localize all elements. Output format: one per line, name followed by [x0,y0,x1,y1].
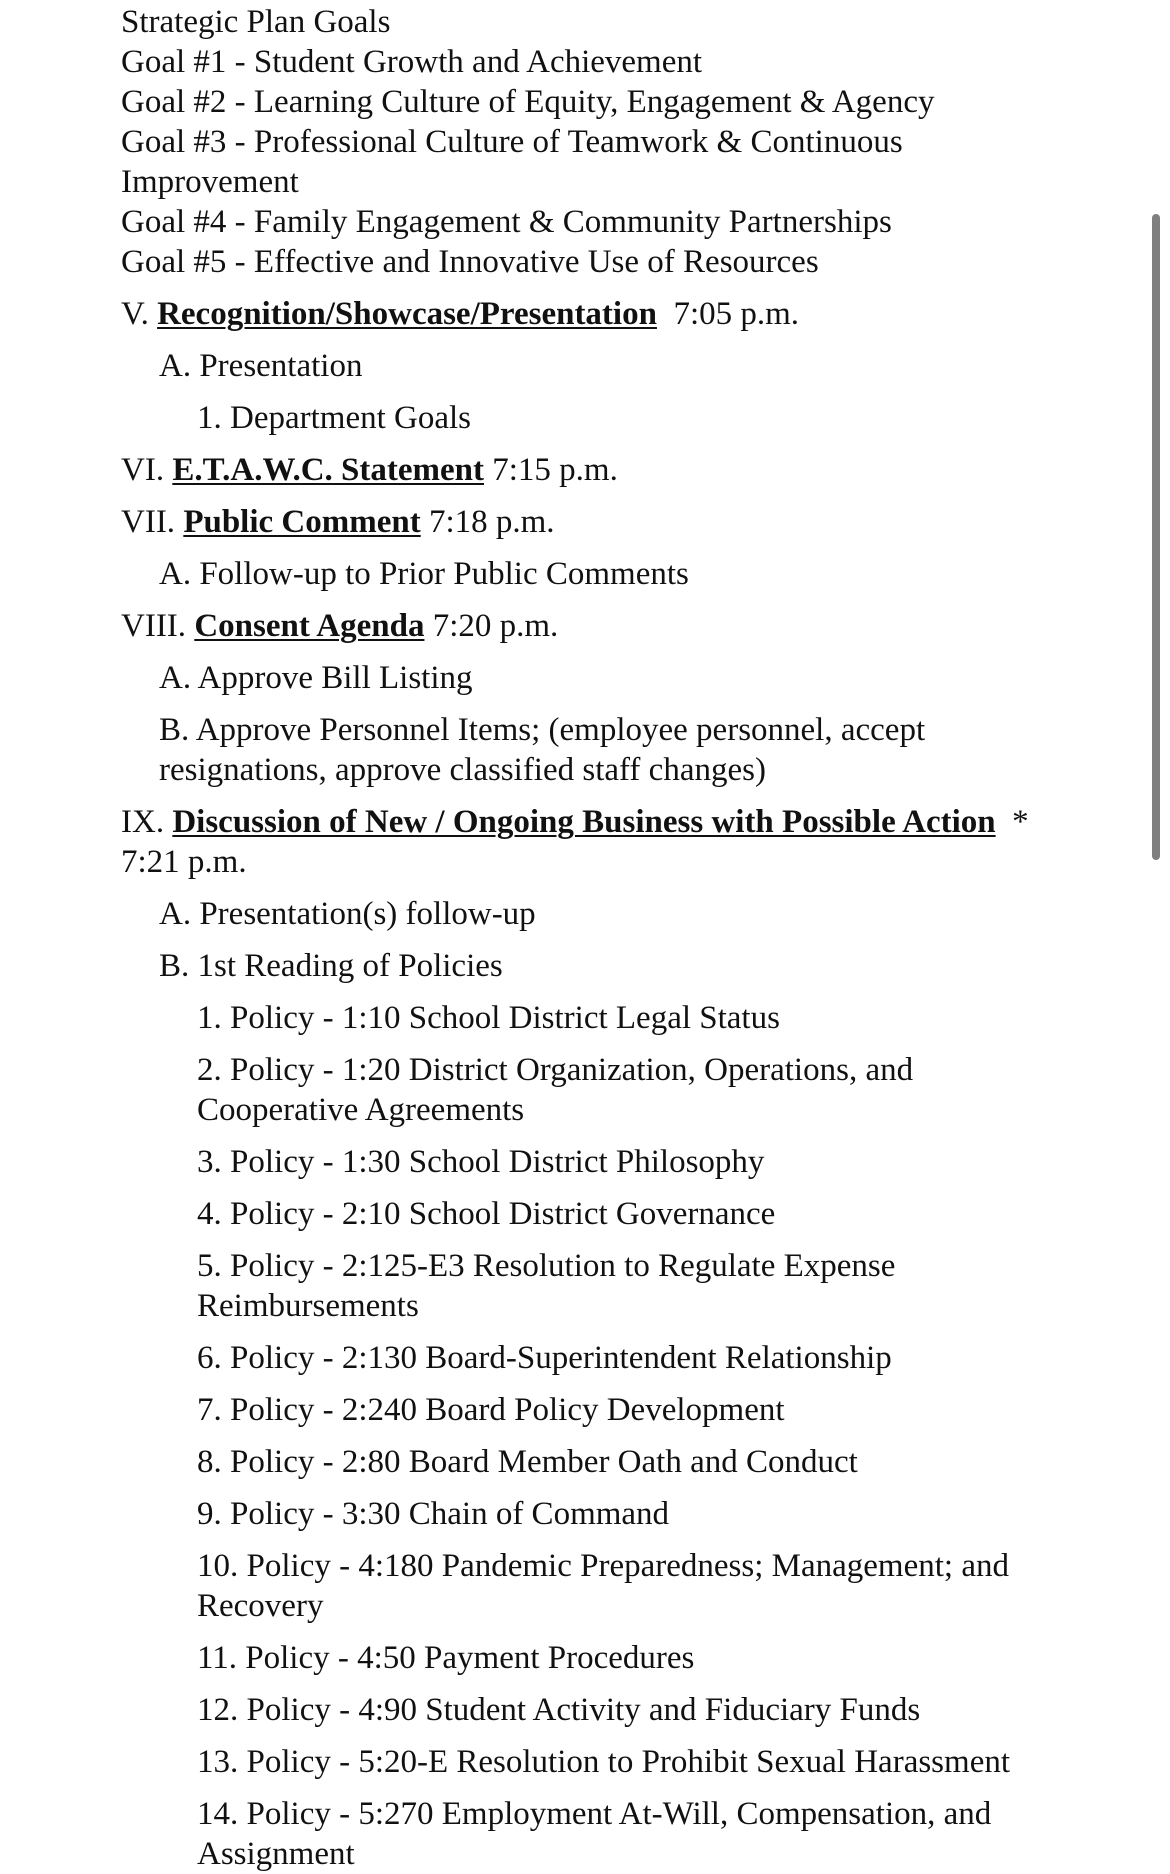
agenda-subitem: A. Follow-up to Prior Public Comments [159,556,689,592]
policy-item: 7. Policy - 2:240 Board Policy Development [197,1392,785,1428]
section-heading: Public Comment [183,504,421,540]
policy-item: 10. Policy - 4:180 Pandemic Preparedness; Management; and Recovery [197,1548,1009,1624]
agenda-subitem: B. Approve Personnel Items; (employee personnel, accept resignations, approve classified staff changes) [159,712,926,788]
section-heading: Discussion of New / Ongoing Business with Possible Action [172,804,996,840]
section-heading: Consent Agenda [194,608,425,644]
goal-item: Goal #3 - Professional Culture of Teamwork & Continuous Improvement [121,124,903,200]
section-time: 7:15 p.m. [492,452,618,488]
section-numeral: VII. [121,504,176,540]
goal-item: Goal #4 - Family Engagement & Community Partnerships [121,204,892,240]
agenda-subsubitem: 1. Department Goals [197,400,472,436]
policy-item: 14. Policy - 5:270 Employment At-Will, Compensation, and Assignment [197,1796,992,1872]
section-viii-header [121,606,1081,646]
section-numeral: VI. [121,452,165,488]
strategic-plan-title: Strategic Plan Goals [121,4,391,40]
required-marker: * [1012,804,1029,840]
policy-item: 9. Policy - 3:30 Chain of Command [197,1496,670,1532]
policy-item: 11. Policy - 4:50 Payment Procedures [197,1640,695,1676]
section-ix-header [121,802,1081,882]
policy-item: 1. Policy - 1:10 School District Legal Status [197,1000,780,1036]
section-numeral: V. [121,296,149,332]
vertical-scrollbar[interactable] [1152,214,1160,860]
policy-item: 3. Policy - 1:30 School District Philosophy [197,1144,765,1180]
policy-item: 8. Policy - 2:80 Board Member Oath and Conduct [197,1444,858,1480]
section-time: 7:20 p.m. [432,608,559,644]
section-v-header [121,294,1081,334]
agenda-subitem: A. Approve Bill Listing [159,660,473,696]
goal-item: Goal #2 - Learning Culture of Equity, Engagement & Agency [121,84,935,120]
policy-item: 13. Policy - 5:20-E Resolution to Prohibit Sexual Harassment [197,1744,1011,1780]
section-heading: E.T.A.W.C. Statement [172,452,484,488]
goal-item: Goal #5 - Effective and Innovative Use of Resources [121,244,819,280]
section-numeral: IX. [121,804,165,840]
section-time: 7:18 p.m. [428,504,555,540]
agenda-subitem: A. Presentation [159,348,363,384]
policy-item: 12. Policy - 4:90 Student Activity and Fiduciary Funds [197,1692,921,1728]
agenda-subitem: B. 1st Reading of Policies [159,948,503,984]
policy-item: 4. Policy - 2:10 School District Governance [197,1196,776,1232]
policy-item: 5. Policy - 2:125-E3 Resolution to Regulate Expense Reimbursements [197,1248,896,1324]
agenda-document [121,2,1081,1874]
section-vi-header [121,450,1081,490]
section-heading: Recognition/Showcase/Presentation [157,296,657,332]
section-vii-header [121,502,1081,542]
section-time: 7:05 p.m. [673,296,800,332]
policy-item: 2. Policy - 1:20 District Organization, Operations, and Cooperative Agreements [197,1052,914,1128]
policy-item: 6. Policy - 2:130 Board-Superintendent Relationship [197,1340,892,1376]
section-numeral: VIII. [121,608,187,644]
goal-item: Goal #1 - Student Growth and Achievement [121,44,703,80]
agenda-subitem: A. Presentation(s) follow-up [159,896,536,932]
section-time: 7:21 p.m. [121,844,247,880]
